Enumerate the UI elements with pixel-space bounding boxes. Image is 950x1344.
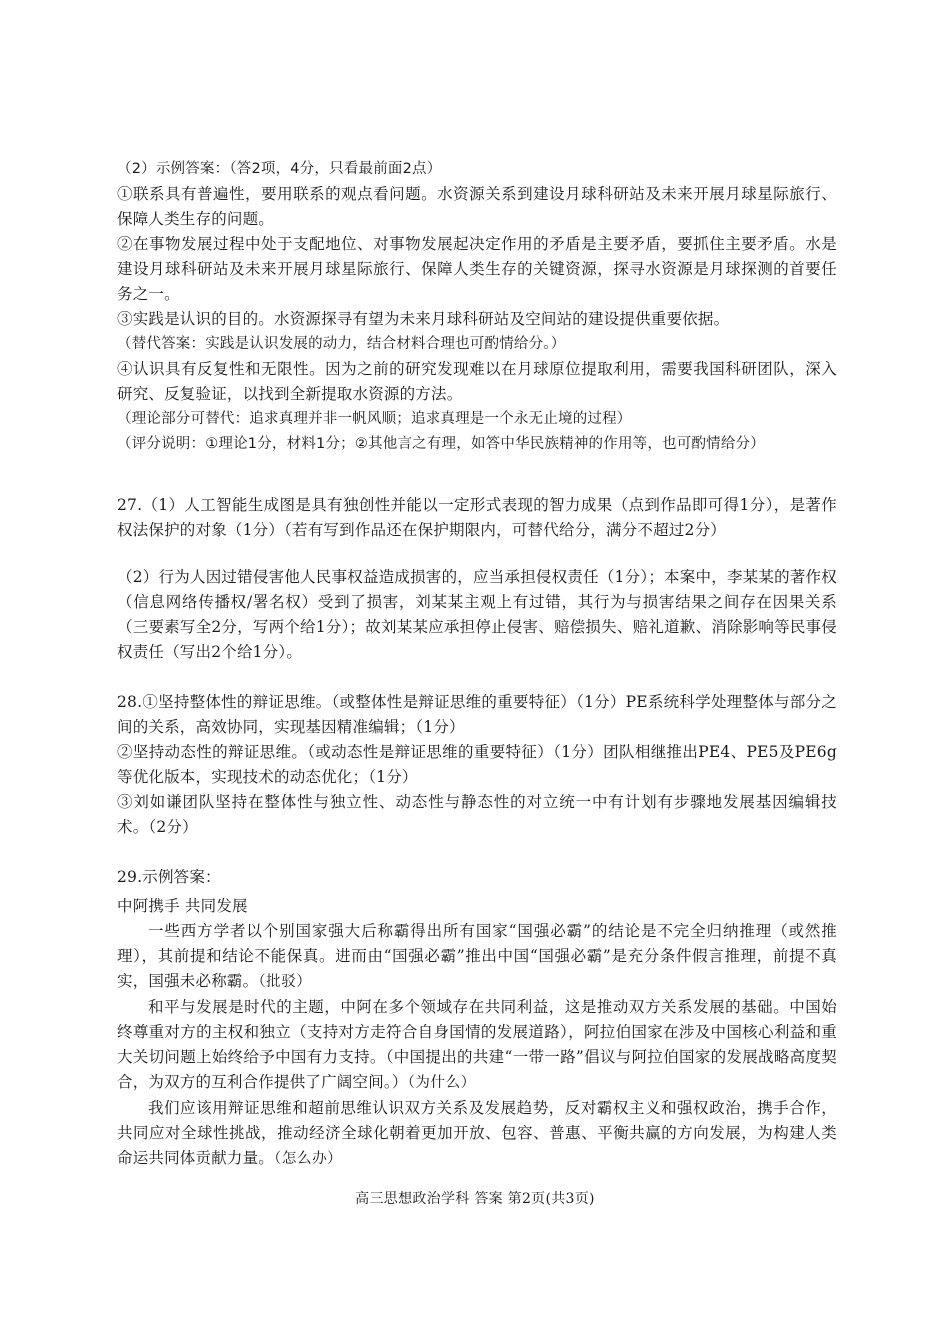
essay-paragraph-2-text: 和平与发展是时代的主题，中阿在多个领域存在共同利益，这是推动双方关系发展的基础。中国始终尊重对方的主权和独立（支持对方走符合自身国情的发展道路），阿拉伯国家在涉及中国核心利益和重大关切问题上始终给予中国有力支持。（中国提出的共建“一带一路”倡议与阿拉伯国家的发展战略高度契合，为双方的互利合作提供了广阔空间。） bbox=[117, 998, 837, 1091]
q26-theory-alternative: （理论部分可替代：追求真理并非一帆风顺；追求真理是一个永无止境的过程） bbox=[117, 411, 632, 427]
essay-paragraph-1-text: 一些西方学者以个别国家强大后称霸得出所有国家“国强必霸”的结论是不完全归纳推理（或然推理），其前提和结论不能保真。进而由“国强必霸”推出中国“国强必霸”是充分条件假言推理，前提不真实，国强未必称霸。 bbox=[117, 922, 837, 990]
essay-paragraph-3 bbox=[117, 1096, 837, 1172]
q26-point-4: ④认识具有反复性和无限性。因为之前的研究发现难以在月球原位提取利用，需要我国科研团队，深入研究、反复验证，以找到全新提取水资源的方法。 bbox=[117, 360, 837, 403]
q28-point-2: ②坚持动态性的辩证思维。（或动态性是辩证思维的重要特征）（1分）团队相继推出PE4、PE5及PE6g等优化版本，实现技术的动态优化；（1分） bbox=[117, 743, 837, 786]
q27-part2: （2）行为人因过错侵害他人民事权益造成损害的，应当承担侵权责任（1分）；本案中，李某某的著作权（信息网络传播权/署名权）受到了损害，刘某某主观上有过错，其行为与损害结果之间存在因果关系（三要素写全2分，写两个给1分）；故刘某某应承担停止侵害、赔偿损失、赔礼道歉、消除影响等民事侵权责任（写出2个给1分）。 bbox=[117, 568, 837, 661]
page-content bbox=[117, 157, 837, 1172]
q26-point-2: ②在事物发展过程中处于支配地位、对事物发展起决定作用的矛盾是主要矛盾，要抓住主要矛盾。水是建设月球科研站及未来开展月球星际旅行、保障人类生存的关键资源，探寻水资源是月球探测的首要任务之一。 bbox=[117, 235, 837, 303]
essay-paragraph-2-tag: （为什么） bbox=[407, 1075, 476, 1091]
q26-part2-header: （2）示例答案：（答2项，4分，只看最前面2点） bbox=[117, 161, 442, 177]
essay-paragraph-1-tag: （批驳） bbox=[258, 974, 312, 990]
q26-alternative-answer: （替代答案：实践是认识发展的动力，结合材料合理也可酌情给分。） bbox=[117, 336, 566, 352]
essay-paragraph-3-text: 我们应该用辩证思维和超前思维认识双方关系及发展趋势，反对霸权主义和强权政治，携手合作，共同应对全球性挑战，推动经济全球化朝着更加开放、包容、普惠、平衡共赢的方向发展，为构建人类命运共同体贡献力量。 bbox=[117, 1099, 837, 1167]
essay-title: 中阿携手 共同发展 bbox=[117, 897, 248, 915]
essay-paragraph-3-tag: （怎么办） bbox=[274, 1151, 343, 1167]
q26-point-3: ③实践是认识的目的。水资源探寻有望为未来月球科研站及空间站的建设提供重要依据。 bbox=[117, 310, 730, 328]
q28-point-3: ③刘如谦团队坚持在整体性与独立性、动态性与静态性的对立统一中有计划有步骤地发展基因编辑技术。（2分） bbox=[117, 793, 837, 836]
q26-point-1: ①联系具有普遍性，要用联系的观点看问题。水资源关系到建设月球科研站及未来开展月球星际旅行、保障人类生存的问题。 bbox=[117, 185, 837, 228]
page-footer: 高三思想政治学科 答案 第2页(共3页) bbox=[355, 1191, 595, 1207]
q29-header: 29.示例答案： bbox=[117, 868, 221, 886]
q28-point-1: 28.①坚持整体性的辩证思维。（或整体性是辩证思维的重要特征）（1分）PE系统科学处理整体与部分之间的关系，高效协同，实现基因精准编辑；（1分） bbox=[117, 693, 837, 736]
essay-paragraph-2 bbox=[117, 995, 837, 1096]
q26-scoring-note: （评分说明：①理论1分，材料1分；②其他言之有理，如答中华民族精神的作用等，也可酌情给分） bbox=[117, 436, 765, 452]
q27-part1: 27.（1）人工智能生成图是具有独创性并能以一定形式表现的智力成果（点到作品即可得1分），是著作权法保护的对象（1分）（若有写到作品还在保护期限内，可替代给分，满分不超过2分） bbox=[117, 496, 837, 539]
essay-paragraph-1 bbox=[117, 919, 837, 995]
